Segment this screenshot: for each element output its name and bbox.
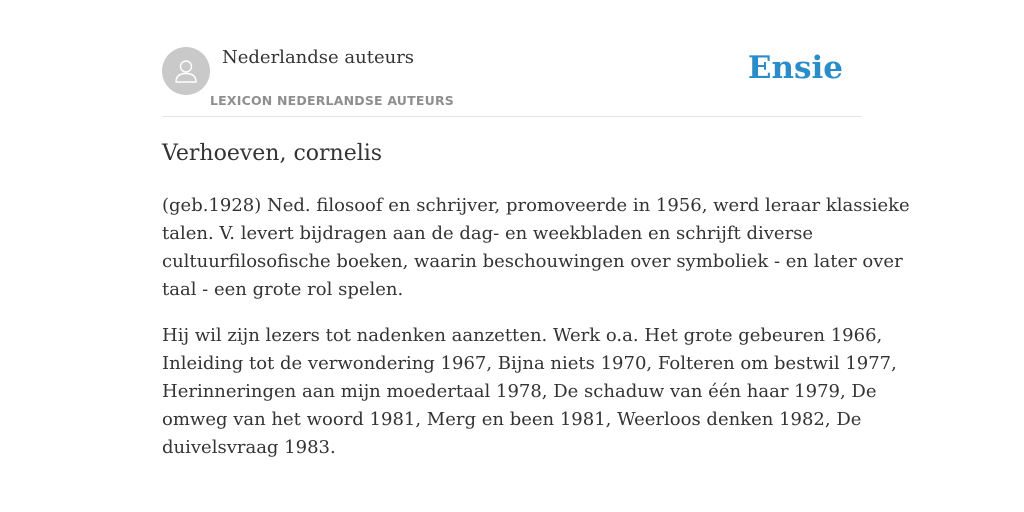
entry-header bbox=[162, 46, 862, 117]
entry-title: Verhoeven, cornelis bbox=[162, 141, 383, 166]
user-icon bbox=[171, 56, 201, 86]
text-line: cultuurfilosofische boeken, waarin beschouwingen over symboliek - en later over bbox=[162, 251, 903, 272]
paragraph-1 bbox=[162, 192, 910, 304]
ensie-logo[interactable]: Ensie bbox=[747, 50, 843, 86]
text-line: taal - een grote rol spelen. bbox=[162, 279, 404, 300]
text-line: talen. V. levert bijdragen aan de dag- en weekbladen en schrijft diverse bbox=[162, 223, 814, 244]
text-line: duivelsvraag 1983. bbox=[162, 437, 336, 458]
text-line: omweg van het woord 1981, Merg en been 1981, Weerloos denken 1982, De bbox=[162, 409, 862, 430]
paragraph-2 bbox=[162, 322, 897, 462]
author-avatar[interactable] bbox=[162, 47, 210, 95]
text-line: (geb.1928) Ned. filosoof en schrijver, promoveerde in 1956, werd leraar klassieke bbox=[162, 195, 910, 216]
entry-body bbox=[162, 192, 910, 462]
text-line: Herinneringen aan mijn moedertaal 1978, De schaduw van één haar 1979, De bbox=[162, 381, 877, 402]
text-line: Inleiding tot de verwondering 1967, Bijna niets 1970, Folteren om bestwil 1977, bbox=[162, 353, 897, 374]
author-name-link[interactable]: Nederlandse auteurs bbox=[222, 47, 415, 68]
text-line: Hij wil zijn lezers tot nadenken aanzetten. Werk o.a. Het grote gebeuren 1966, bbox=[162, 325, 883, 346]
lexicon-label-link[interactable]: LEXICON NEDERLANDSE AUTEURS bbox=[210, 93, 454, 108]
